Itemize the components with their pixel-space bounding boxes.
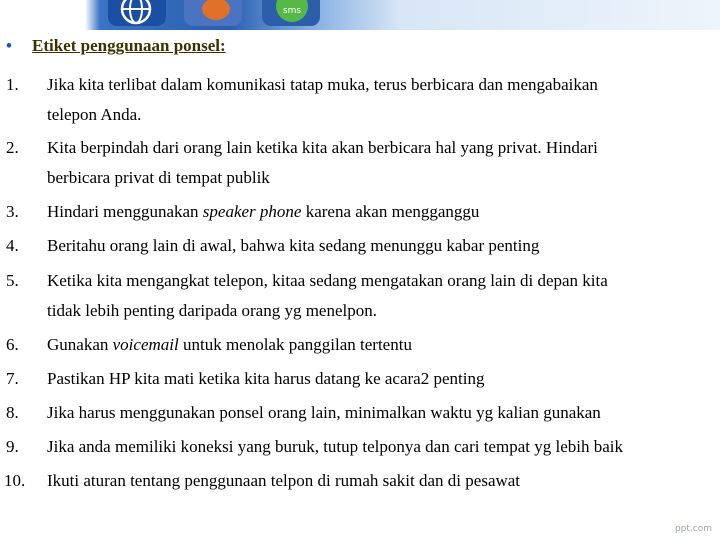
item-text: Jika anda memiliki koneksi yang buruk, tutup telponya dan cari tempat yg lebih baik: [47, 437, 623, 456]
item-line: telepon Anda.: [47, 105, 142, 124]
heading-bullet: •: [6, 36, 12, 55]
item-line: Kita berpindah dari orang lain ketika kita akan berbicara hal yang privat. Hindari: [47, 138, 598, 157]
photo-app-glyph: [202, 0, 230, 20]
header-banner: [0, 0, 720, 30]
item-text: Ikuti aturan tentang penggunaan telpon di rumah sakit dan di pesawat: [47, 471, 521, 490]
item-number: 1.: [6, 75, 19, 94]
item-number: 4.: [6, 236, 19, 255]
item-text: Jika harus menggunakan ponsel orang lain, minimalkan waktu yg kalian gunakan: [47, 403, 601, 422]
item-text: [47, 266, 715, 326]
globe-glyph: [119, 0, 153, 26]
item-text: [47, 197, 715, 227]
item-text-part: Gunakan: [47, 335, 113, 354]
item-text: [47, 133, 715, 193]
photo-app-icon: [184, 0, 242, 26]
item-number: 8.: [6, 403, 19, 422]
item-text: Beritahu orang lain di awal, bahwa kita sedang menunggu kabar penting: [47, 236, 540, 255]
item-line: berbicara privat di tempat publik: [47, 168, 270, 187]
item-line: Jika kita terlibat dalam komunikasi tatap muka, terus berbicara dan mengabaikan: [47, 75, 598, 94]
globe-icon: [108, 0, 166, 26]
item-number: 2.: [6, 138, 19, 157]
slide-title: Etiket penggunaan ponsel:: [32, 36, 226, 55]
item-number: 5.: [6, 271, 19, 290]
item-text-italic: voicemail: [112, 335, 179, 354]
item-text-italic: speaker phone: [202, 202, 302, 221]
item-number: 6.: [6, 335, 19, 354]
item-number: 10.: [4, 471, 26, 490]
item-text-part: Hindari menggunakan: [47, 202, 203, 221]
item-text: [47, 330, 715, 360]
item-number: 3.: [6, 202, 19, 221]
slide-heading: [6, 36, 226, 56]
item-text: Pastikan HP kita mati ketika kita harus datang ke acara2 penting: [47, 369, 485, 388]
item-text: [47, 70, 715, 130]
item-text-part: untuk menolak panggilan tertentu: [178, 335, 412, 354]
item-number: 9.: [6, 437, 19, 456]
item-text-part: karena akan mengganggu: [301, 202, 480, 221]
watermark: ppt.com: [674, 524, 712, 534]
item-number: 7.: [6, 369, 19, 388]
item-line: Ketika kita mengangkat telepon, kitaa sedang mengatakan orang lain di depan kita: [47, 271, 608, 290]
sms-bubble: sms: [276, 0, 308, 22]
sms-icon: [262, 0, 320, 26]
item-line: tidak lebih penting daripada orang yg menelpon.: [47, 301, 377, 320]
